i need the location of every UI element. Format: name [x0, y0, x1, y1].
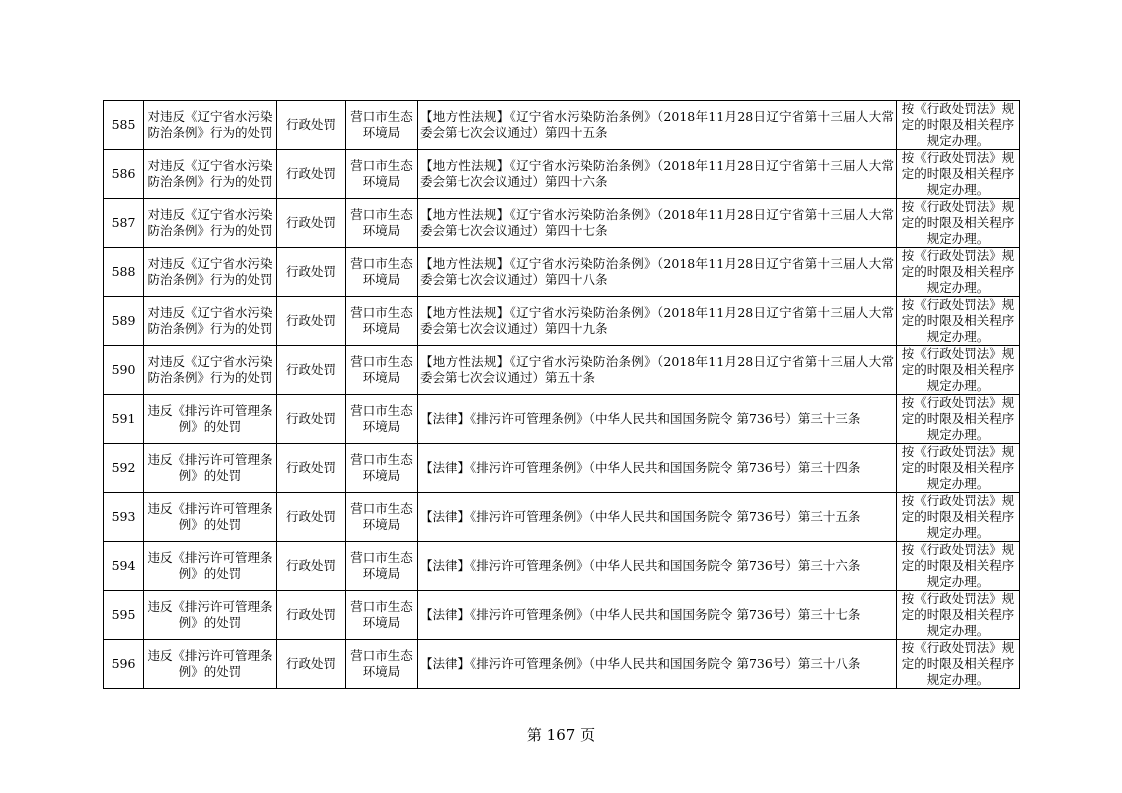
procedure: 按《行政处罚法》规定的时限及相关程序规定办理。	[897, 395, 1020, 444]
row-number: 589	[104, 297, 144, 346]
table-row	[104, 248, 1020, 297]
page-number: 第 167 页	[526, 726, 596, 744]
item-type: 行政处罚	[277, 591, 346, 640]
item-name: 对违反《辽宁省水污染防治条例》行为的处罚	[144, 248, 277, 297]
procedure: 按《行政处罚法》规定的时限及相关程序规定办理。	[897, 493, 1020, 542]
item-name: 对违反《辽宁省水污染防治条例》行为的处罚	[144, 199, 277, 248]
table-row	[104, 640, 1020, 689]
item-type: 行政处罚	[277, 640, 346, 689]
row-number: 592	[104, 444, 144, 493]
legal-basis: 【地方性法规】《辽宁省水污染防治条例》（2018年11月28日辽宁省第十三届人大常委会第七次会议通过）第五十条	[418, 346, 897, 395]
responsible-agency: 营口市生态环境局	[346, 395, 418, 444]
item-type: 行政处罚	[277, 248, 346, 297]
procedure: 按《行政处罚法》规定的时限及相关程序规定办理。	[897, 248, 1020, 297]
table-row	[104, 542, 1020, 591]
procedure: 按《行政处罚法》规定的时限及相关程序规定办理。	[897, 346, 1020, 395]
responsible-agency: 营口市生态环境局	[346, 640, 418, 689]
item-type: 行政处罚	[277, 395, 346, 444]
row-number: 585	[104, 101, 144, 150]
responsible-agency: 营口市生态环境局	[346, 297, 418, 346]
item-name: 违反《排污许可管理条例》的处罚	[144, 591, 277, 640]
procedure: 按《行政处罚法》规定的时限及相关程序规定办理。	[897, 150, 1020, 199]
legal-basis: 【地方性法规】《辽宁省水污染防治条例》（2018年11月28日辽宁省第十三届人大常委会第七次会议通过）第四十五条	[418, 101, 897, 150]
legal-basis: 【法律】《排污许可管理条例》（中华人民共和国国务院令 第736号）第三十三条	[418, 395, 897, 444]
item-type: 行政处罚	[277, 150, 346, 199]
responsible-agency: 营口市生态环境局	[346, 493, 418, 542]
table-row	[104, 591, 1020, 640]
procedure: 按《行政处罚法》规定的时限及相关程序规定办理。	[897, 444, 1020, 493]
item-type: 行政处罚	[277, 297, 346, 346]
procedure: 按《行政处罚法》规定的时限及相关程序规定办理。	[897, 591, 1020, 640]
item-name: 违反《排污许可管理条例》的处罚	[144, 640, 277, 689]
row-number: 587	[104, 199, 144, 248]
item-name: 对违反《辽宁省水污染防治条例》行为的处罚	[144, 150, 277, 199]
table-row	[104, 395, 1020, 444]
item-type: 行政处罚	[277, 346, 346, 395]
row-number: 588	[104, 248, 144, 297]
table-row	[104, 297, 1020, 346]
legal-basis: 【地方性法规】《辽宁省水污染防治条例》（2018年11月28日辽宁省第十三届人大常委会第七次会议通过）第四十九条	[418, 297, 897, 346]
table-row	[104, 346, 1020, 395]
table-row	[104, 101, 1020, 150]
item-type: 行政处罚	[277, 444, 346, 493]
legal-basis: 【法律】《排污许可管理条例》（中华人民共和国国务院令 第736号）第三十四条	[418, 444, 897, 493]
table-row	[104, 493, 1020, 542]
procedure: 按《行政处罚法》规定的时限及相关程序规定办理。	[897, 199, 1020, 248]
procedure: 按《行政处罚法》规定的时限及相关程序规定办理。	[897, 640, 1020, 689]
responsible-agency: 营口市生态环境局	[346, 444, 418, 493]
item-type: 行政处罚	[277, 199, 346, 248]
procedure: 按《行政处罚法》规定的时限及相关程序规定办理。	[897, 542, 1020, 591]
row-number: 586	[104, 150, 144, 199]
item-type: 行政处罚	[277, 101, 346, 150]
row-number: 591	[104, 395, 144, 444]
responsible-agency: 营口市生态环境局	[346, 101, 418, 150]
legal-basis: 【法律】《排污许可管理条例》（中华人民共和国国务院令 第736号）第三十八条	[418, 640, 897, 689]
item-type: 行政处罚	[277, 493, 346, 542]
procedure: 按《行政处罚法》规定的时限及相关程序规定办理。	[897, 101, 1020, 150]
items-table	[103, 100, 1020, 689]
row-number: 595	[104, 591, 144, 640]
item-name: 对违反《辽宁省水污染防治条例》行为的处罚	[144, 346, 277, 395]
procedure: 按《行政处罚法》规定的时限及相关程序规定办理。	[897, 297, 1020, 346]
table-row	[104, 199, 1020, 248]
row-number: 593	[104, 493, 144, 542]
item-name: 违反《排污许可管理条例》的处罚	[144, 395, 277, 444]
legal-basis: 【法律】《排污许可管理条例》（中华人民共和国国务院令 第736号）第三十六条	[418, 542, 897, 591]
responsible-agency: 营口市生态环境局	[346, 591, 418, 640]
row-number: 590	[104, 346, 144, 395]
legal-basis: 【地方性法规】《辽宁省水污染防治条例》（2018年11月28日辽宁省第十三届人大常委会第七次会议通过）第四十六条	[418, 150, 897, 199]
table-row	[104, 150, 1020, 199]
responsible-agency: 营口市生态环境局	[346, 542, 418, 591]
item-name: 违反《排污许可管理条例》的处罚	[144, 444, 277, 493]
legal-basis: 【地方性法规】《辽宁省水污染防治条例》（2018年11月28日辽宁省第十三届人大常委会第七次会议通过）第四十八条	[418, 248, 897, 297]
item-name: 对违反《辽宁省水污染防治条例》行为的处罚	[144, 297, 277, 346]
table-row	[104, 444, 1020, 493]
responsible-agency: 营口市生态环境局	[346, 150, 418, 199]
row-number: 596	[104, 640, 144, 689]
legal-basis: 【地方性法规】《辽宁省水污染防治条例》（2018年11月28日辽宁省第十三届人大常委会第七次会议通过）第四十七条	[418, 199, 897, 248]
legal-basis: 【法律】《排污许可管理条例》（中华人民共和国国务院令 第736号）第三十七条	[418, 591, 897, 640]
row-number: 594	[104, 542, 144, 591]
responsible-agency: 营口市生态环境局	[346, 199, 418, 248]
legal-basis: 【法律】《排污许可管理条例》（中华人民共和国国务院令 第736号）第三十五条	[418, 493, 897, 542]
responsible-agency: 营口市生态环境局	[346, 346, 418, 395]
responsible-agency: 营口市生态环境局	[346, 248, 418, 297]
item-type: 行政处罚	[277, 542, 346, 591]
item-name: 违反《排污许可管理条例》的处罚	[144, 493, 277, 542]
item-name: 对违反《辽宁省水污染防治条例》行为的处罚	[144, 101, 277, 150]
item-name: 违反《排污许可管理条例》的处罚	[144, 542, 277, 591]
